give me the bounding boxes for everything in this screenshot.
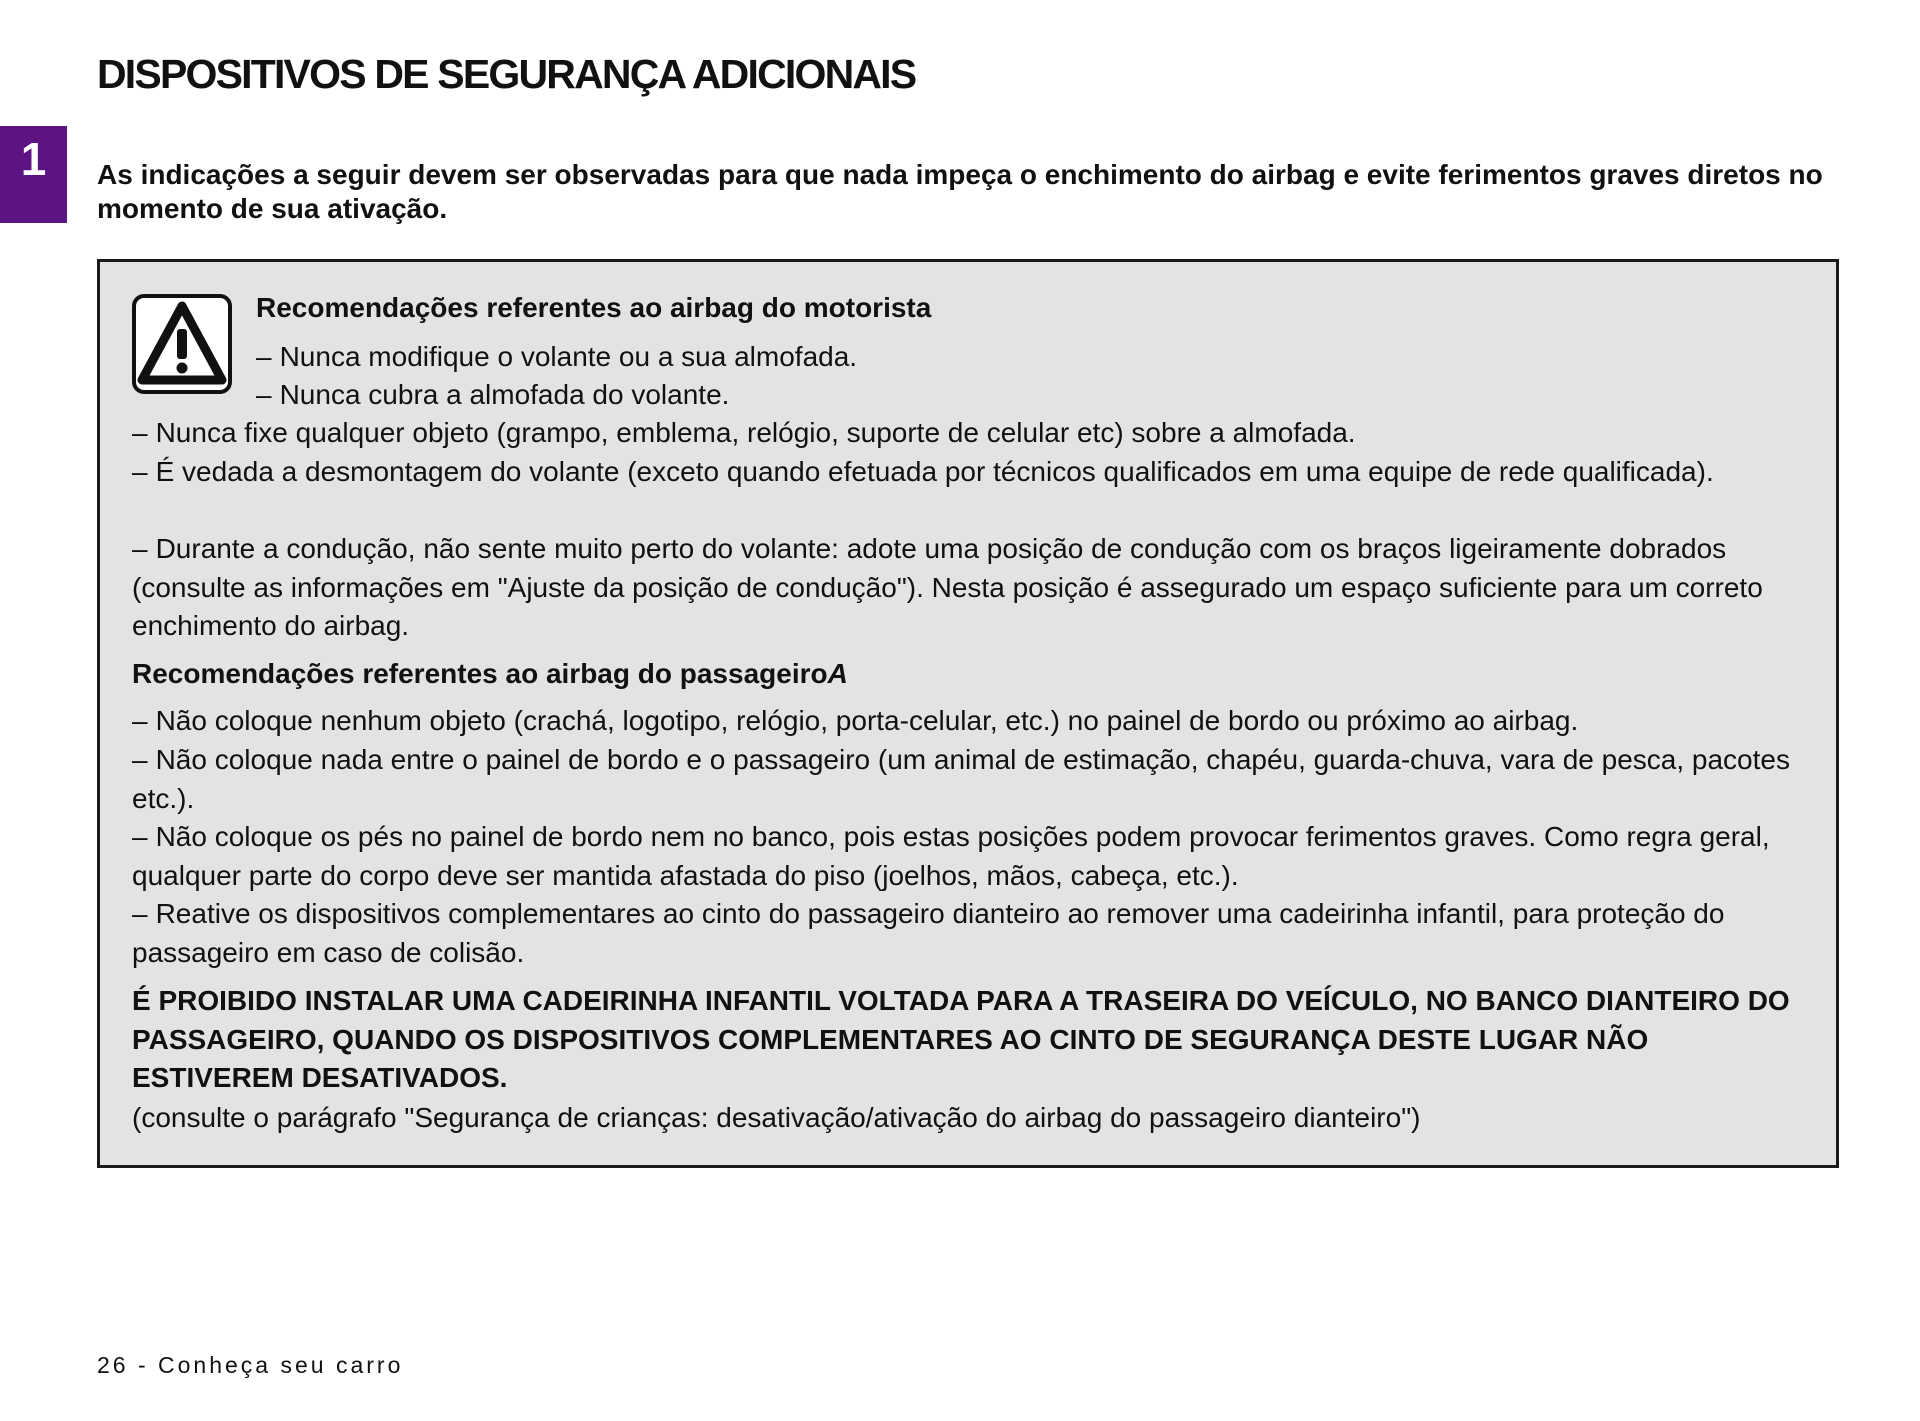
page-footer: 26 - Conheça seu carro	[97, 1352, 404, 1378]
chapter-number: 1	[20, 133, 47, 185]
list-item	[132, 453, 1792, 492]
dash: –	[132, 456, 148, 487]
warning-triangle-icon	[132, 294, 232, 394]
list-item	[256, 376, 729, 415]
prohibition-notice: É PROIBIDO INSTALAR UMA CADEIRINHA INFANTIL VOLTADA PARA A TRASEIRA DO VEÍCULO, NO BANCO DIANTEIRO DO PASSAGEIRO, QUANDO OS DISPOSITIVOS COMPLEMENTARES AO CINTO DE SEGURANÇA DESTE LUGAR NÃO ESTIVEREM DESATIVADOS.	[132, 985, 1790, 1093]
list-item	[132, 741, 1792, 818]
list-item-text: Durante a condução, não sente muito perto do volante: adote uma posição de condução com os braços ligeiramente dobrados (consulte as informações em "Ajuste da posição de condução"). Nesta posição é assegurado um espaço suficiente para um correto enchimento do airbag.	[132, 533, 1763, 641]
warning-box	[97, 259, 1839, 1168]
list-item-text: Nunca fixe qualquer objeto (grampo, emblema, relógio, suporte de celular etc) sobre a almofada.	[155, 417, 1356, 448]
reference-note: (consulte o parágrafo "Segurança de crianças: desativação/ativação do airbag do passageiro dianteiro")	[132, 1102, 1421, 1133]
list-item	[132, 530, 1792, 646]
passenger-heading-suffix: A	[827, 658, 848, 689]
passenger-heading-text: Recomendações referentes ao airbag do passageiro	[132, 658, 828, 689]
dash: –	[132, 705, 148, 736]
dash: –	[256, 341, 272, 372]
list-item	[132, 895, 1792, 972]
list-item	[132, 414, 1356, 453]
list-item-text: É vedada a desmontagem do volante (exceto quando efetuada por técnicos qualificados em uma equipe de rede qualificada).	[155, 456, 1714, 487]
passenger-heading	[132, 655, 848, 694]
list-item-text: Não coloque nenhum objeto (crachá, logotipo, relógio, porta-celular, etc.) no painel de bordo ou próximo ao airbag.	[155, 705, 1579, 736]
dash: –	[132, 744, 148, 775]
dash: –	[132, 821, 148, 852]
list-item-text: Nunca cubra a almofada do volante.	[279, 379, 730, 410]
driver-heading: Recomendações referentes ao airbag do motorista	[256, 292, 932, 323]
dash: –	[132, 417, 148, 448]
dash: –	[132, 898, 148, 929]
chapter-tab	[0, 126, 67, 223]
list-item-text: Reative os dispositivos complementares ao cinto do passageiro dianteiro ao remover uma cadeirinha infantil, para proteção do passageiro em caso de colisão.	[132, 898, 1725, 968]
dash: –	[132, 533, 148, 564]
list-item	[132, 818, 1792, 895]
page-title: DISPOSITIVOS DE SEGURANÇA ADICIONAIS	[97, 51, 916, 97]
list-item-text: Não coloque os pés no painel de bordo nem no banco, pois estas posições podem provocar ferimentos graves. Como regra geral, qualquer parte do corpo deve ser mantida afastada do piso (joelhos, mãos, cabeça, etc.).	[132, 821, 1770, 891]
intro-text: As indicações a seguir devem ser observadas para que nada impeça o enchimento do airbag e evite ferimentos graves diretos no momento de sua ativação.	[97, 159, 1823, 224]
list-item	[256, 338, 857, 377]
list-item	[132, 702, 1578, 741]
dash: –	[256, 379, 272, 410]
list-item-text: Nunca modifique o volante ou a sua almofada.	[279, 341, 858, 372]
list-item-text: Não coloque nada entre o painel de bordo e o passageiro (um animal de estimação, chapéu, guarda-chuva, vara de pesca, pacotes etc.).	[132, 744, 1790, 814]
